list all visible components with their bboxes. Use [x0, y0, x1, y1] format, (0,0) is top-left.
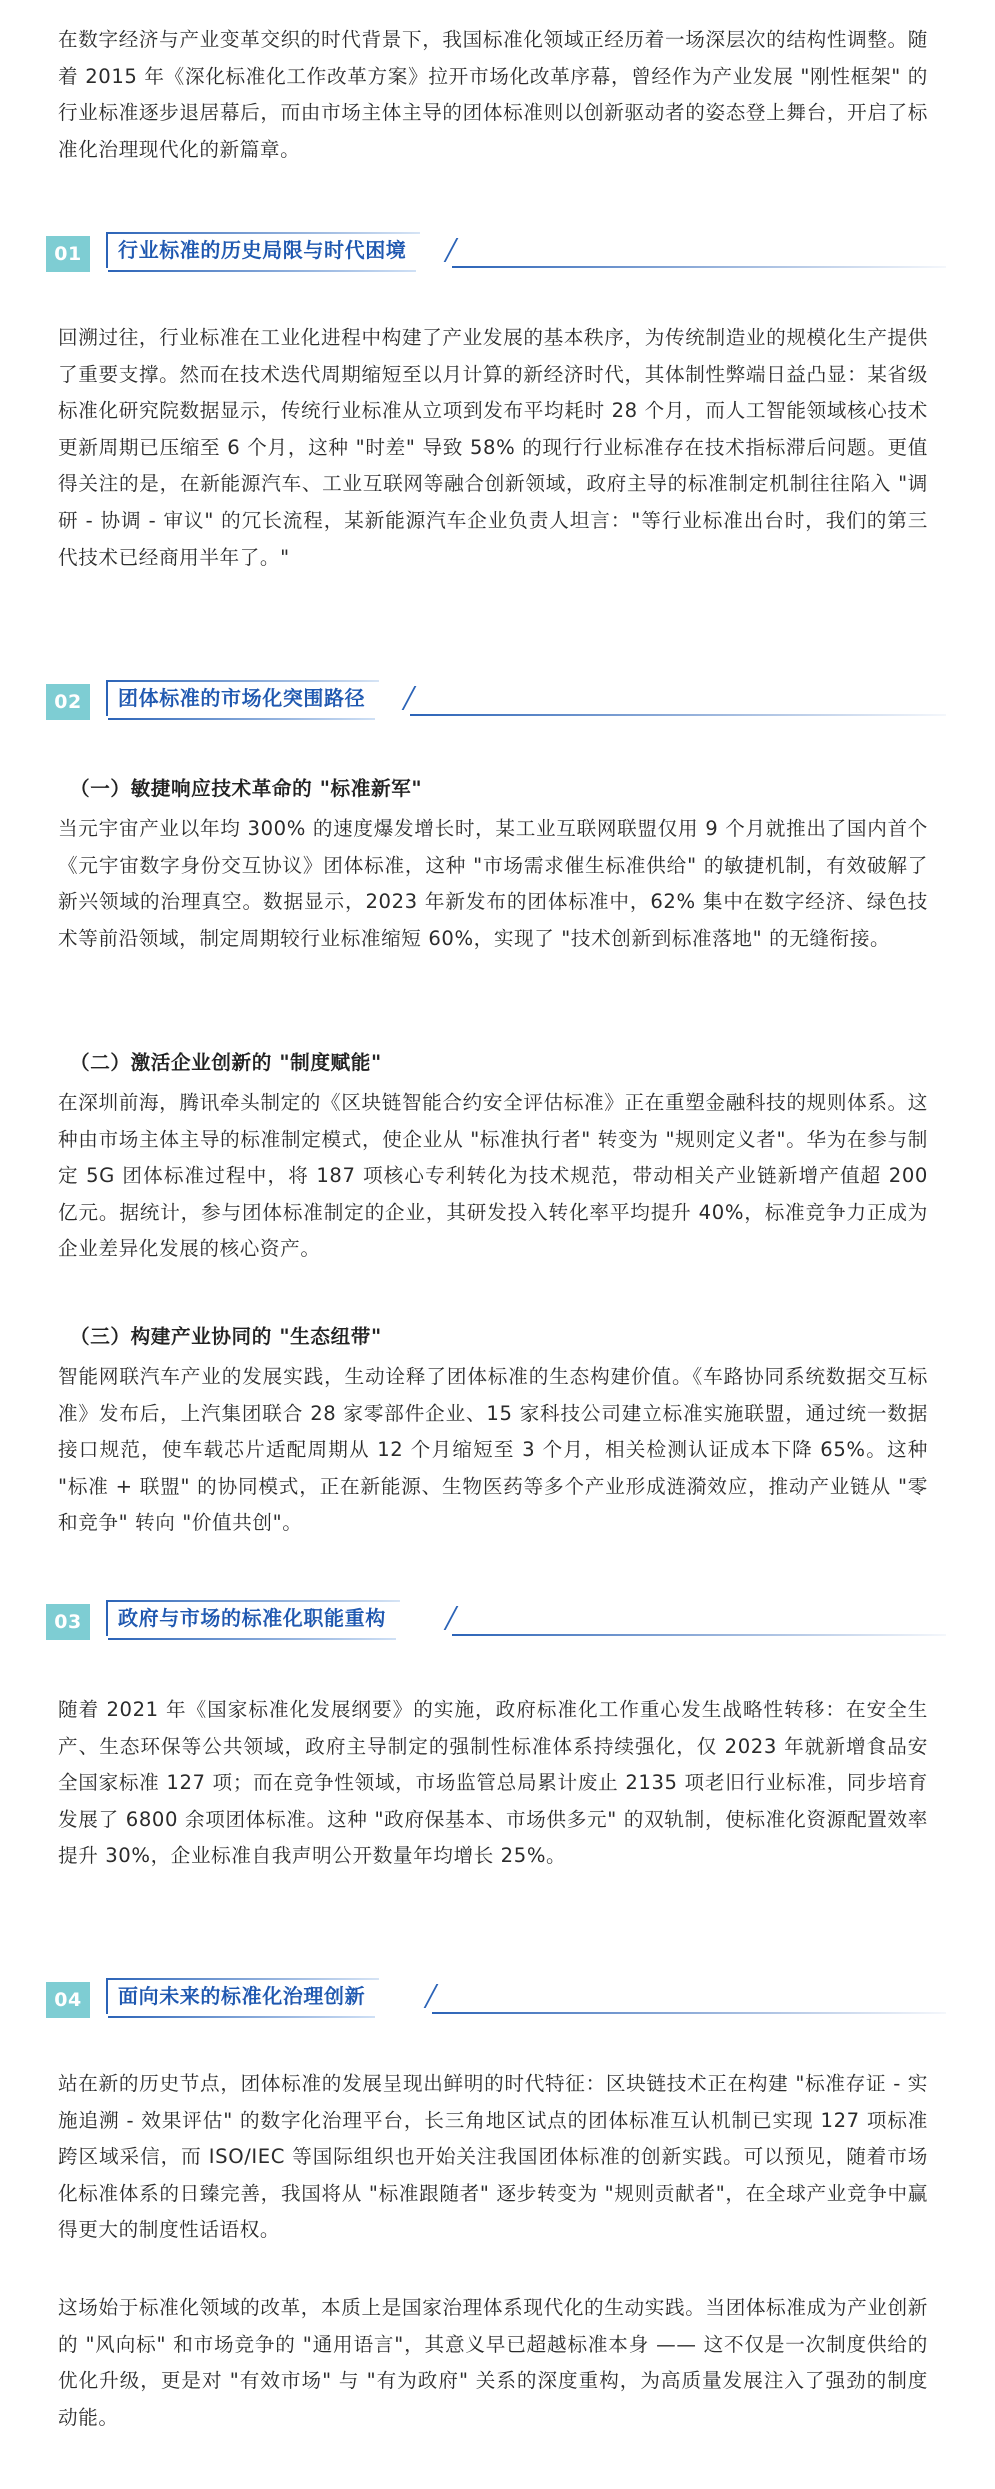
section-03-header: [46, 1600, 946, 1642]
title-divider-line: [452, 266, 946, 268]
section-title: 行业标准的历史局限与时代困境: [106, 232, 420, 268]
title-corner-decoration: [436, 1606, 459, 1630]
subsection-heading: （三）构建产业协同的 "生态纽带": [70, 1325, 382, 1348]
title-divider-line: [452, 1634, 946, 1636]
section-number-badge: 01: [46, 236, 90, 272]
section-04-paragraph: 站在新的历史节点，团体标准的发展呈现出鲜明的时代特征：区块链技术正在构建 "标准存证 - 实施追溯 - 效果评估" 的数字化治理平台，长三角地区试点的团体标准互认机制已实现 127 项标准跨区域采信，而 ISO/IEC 等国际组织也开始关注我国团体标准的创新实践。可以预见，随着市场化标准体系的日臻完善，我国将从 "标准跟随者" 逐步转变为 "规则贡献者"，在全球产业竞争中赢得更大的制度性话语权。: [58, 2072, 928, 2242]
title-divider-line: [432, 2012, 946, 2014]
subsection-heading: （二）激活企业创新的 "制度赋能": [70, 1051, 382, 1074]
section-04-header: [46, 1978, 946, 2020]
section-title: 政府与市场的标准化职能重构: [106, 1600, 400, 1636]
section-title: 团体标准的市场化突围路径: [106, 680, 379, 716]
section-title: 面向未来的标准化治理创新: [106, 1978, 379, 2014]
subsection-paragraph: 智能网联汽车产业的发展实践，生动诠释了团体标准的生态构建价值。《车路协同系统数据交互标准》发布后，上汽集团联合 28 家零部件企业、15 家科技公司建立标准实施联盟，通过统一数据接口规范，使车载芯片适配周期从 12 个月缩短至 3 个月，相关检测认证成本下降 65%。这种 "标准 + 联盟" 的协同模式，正在新能源、生物医药等多个产业形成涟漪效应，推动产业链从 "零和竞争" 转向 "价值共创"。: [58, 1365, 928, 1535]
title-divider-line: [410, 714, 946, 716]
subsection-paragraph: 在深圳前海，腾讯牵头制定的《区块链智能合约安全评估标准》正在重塑金融科技的规则体系。这种由市场主体主导的标准制定模式，使企业从 "标准执行者" 转变为 "规则定义者"。华为在参与制定 5G 团体标准过程中，将 187 项核心专利转化为技术规范，带动相关产业链新增产值超 200 亿元。据统计，参与团体标准制定的企业，其研发投入转化率平均提升 40%，标准竞争力正成为企业差异化发展的核心资产。: [58, 1091, 928, 1261]
section-number-badge: 03: [46, 1604, 90, 1640]
section-01-header: [46, 232, 946, 274]
subsection-paragraph: 当元宇宙产业以年均 300% 的速度爆发增长时，某工业互联网联盟仅用 9 个月就推出了国内首个《元宇宙数字身份交互协议》团体标准，这种 "市场需求催生标准供给" 的敏捷机制，有效破解了新兴领域的治理真空。数据显示，2023 年新发布的团体标准中，62% 集中在数字经济、绿色技术等前沿领域，制定周期较行业标准缩短 60%，实现了 "技术创新到标准落地" 的无缝衔接。: [58, 817, 928, 950]
section-03-paragraph: 随着 2021 年《国家标准化发展纲要》的实施，政府标准化工作重心发生战略性转移：在安全生产、生态环保等公共领域，政府主导制定的强制性标准体系持续强化，仅 2023 年就新增食品安全国家标准 127 项；而在竞争性领域，市场监管总局累计废止 2135 项老旧行业标准，同步培育发展了 6800 余项团体标准。这种 "政府保基本、市场供多元" 的双轨制，使标准化资源配置效率提升 30%，企业标准自我声明公开数量年均增长 25%。: [58, 1698, 928, 1868]
subsection-heading: （一）敏捷响应技术革命的 "标准新军": [70, 777, 423, 800]
title-corner-decoration: [416, 1984, 439, 2008]
section-number-badge: 04: [46, 1982, 90, 2018]
title-corner-decoration: [436, 238, 459, 262]
closing-paragraph: 这场始于标准化领域的改革，本质上是国家治理体系现代化的生动实践。当团体标准成为产业创新的 "风向标" 和市场竞争的 "通用语言"，其意义早已超越标准本身 —— 这不仅是一次制度供给的优化升级，更是对 "有效市场" 与 "有为政府" 关系的深度重构，为高质量发展注入了强劲的制度动能。: [58, 2296, 928, 2429]
section-02-header: [46, 680, 946, 722]
intro-paragraph: 在数字经济与产业变革交织的时代背景下，我国标准化领域正经历着一场深层次的结构性调整。随着 2015 年《深化标准化工作改革方案》拉开市场化改革序幕，曾经作为产业发展 "刚性框架" 的行业标准逐步退居幕后，而由市场主体主导的团体标准则以创新驱动者的姿态登上舞台，开启了标准化治理现代化的新篇章。: [58, 28, 928, 161]
section-number-badge: 02: [46, 684, 90, 720]
title-corner-decoration: [394, 686, 417, 710]
section-01-paragraph: 回溯过往，行业标准在工业化进程中构建了产业发展的基本秩序，为传统制造业的规模化生产提供了重要支撑。然而在技术迭代周期缩短至以月计算的新经济时代，其体制性弊端日益凸显：某省级标准化研究院数据显示，传统行业标准从立项到发布平均耗时 28 个月，而人工智能领域核心技术更新周期已压缩至 6 个月，这种 "时差" 导致 58% 的现行行业标准存在技术指标滞后问题。更值得关注的是，在新能源汽车、工业互联网等融合创新领域，政府主导的标准制定机制往往陷入 "调研 - 协调 - 审议" 的冗长流程，某新能源汽车企业负责人坦言："等行业标准出台时，我们的第三代技术已经商用半年了。": [58, 326, 928, 569]
